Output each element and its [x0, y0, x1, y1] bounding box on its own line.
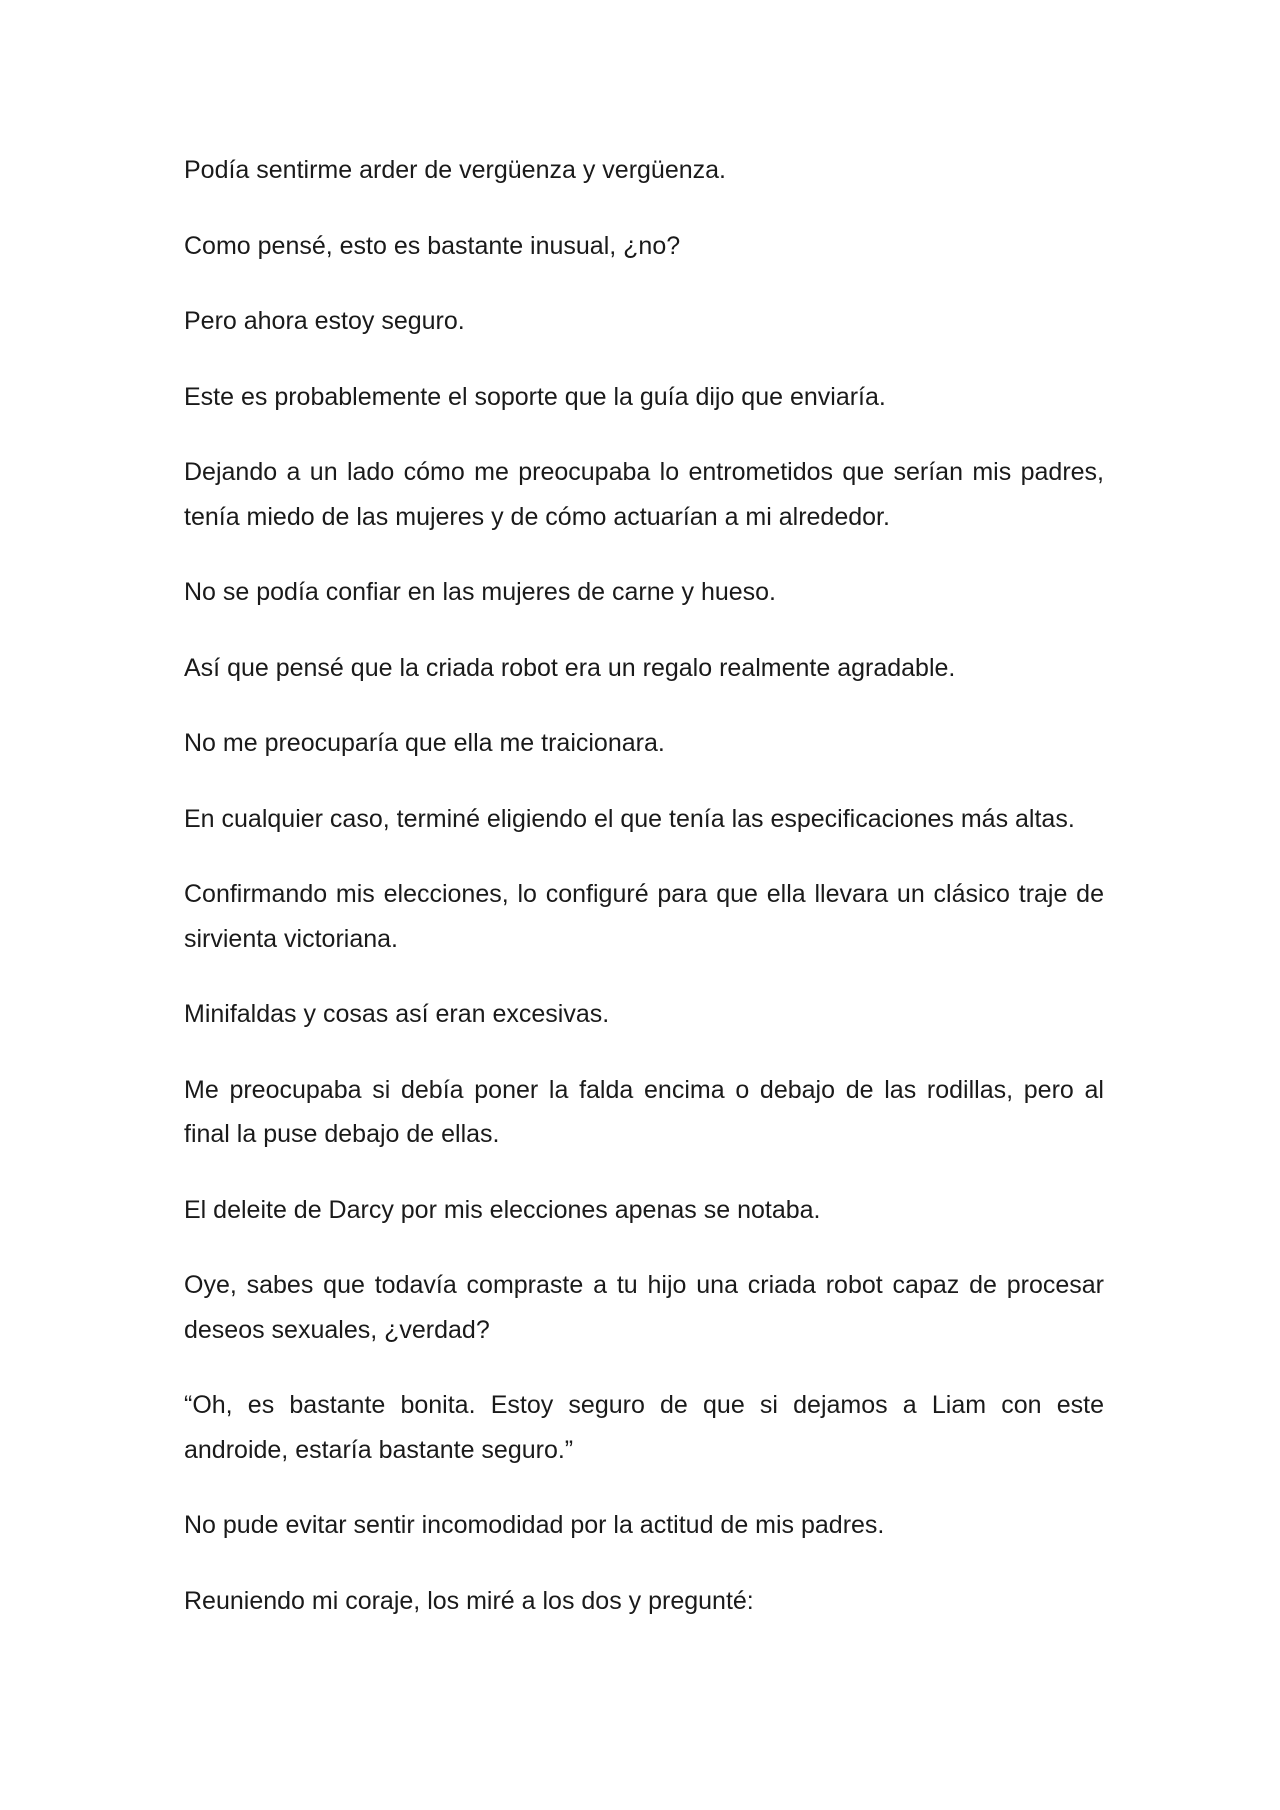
paragraph: Como pensé, esto es bastante inusual, ¿no? [184, 231, 681, 260]
paragraph: El deleite de Darcy por mis elecciones apenas se notaba. [184, 1195, 821, 1224]
paragraph: Pero ahora estoy seguro. [184, 307, 465, 335]
paragraph: En cualquier caso, terminé eligiendo el que tenía las especificaciones más altas. [184, 804, 1075, 833]
paragraph: Me preocupaba si debía poner la falda encima o debajo de las rodillas, pero al final la puse debajo de ellas. [184, 1075, 1104, 1148]
paragraph: Dejando a un lado cómo me preocupaba lo entrometidos que serían mis padres, tenía miedo de las mujeres y de cómo actuarían a mi alrededor. [184, 458, 1104, 531]
paragraph: “Oh, es bastante bonita. Estoy seguro de que si dejamos a Liam con este androide, estaría bastante seguro.” [184, 1391, 1104, 1464]
paragraph: Este es probablemente el soporte que la guía dijo que enviaría. [184, 382, 886, 411]
paragraph: Así que pensé que la criada robot era un regalo realmente agradable. [184, 653, 956, 682]
paragraph: Oye, sabes que todavía compraste a tu hijo una criada robot capaz de procesar deseos sexuales, ¿verdad? [184, 1271, 1104, 1344]
paragraph: No pude evitar sentir incomodidad por la actitud de mis padres. [184, 1511, 885, 1539]
document-body [184, 148, 1104, 1654]
paragraph: Reuniendo mi coraje, los miré a los dos y pregunté: [184, 1586, 754, 1615]
paragraph: Minifaldas y cosas así eran excesivas. [184, 1000, 610, 1028]
paragraph: Podía sentirme arder de vergüenza y vergüenza. [184, 156, 726, 184]
paragraph: No se podía confiar en las mujeres de carne y hueso. [184, 578, 777, 606]
paragraph: No me preocuparía que ella me traicionara. [184, 729, 665, 757]
paragraph: Confirmando mis elecciones, lo configuré para que ella llevara un clásico traje de sirvienta victoriana. [184, 880, 1104, 953]
